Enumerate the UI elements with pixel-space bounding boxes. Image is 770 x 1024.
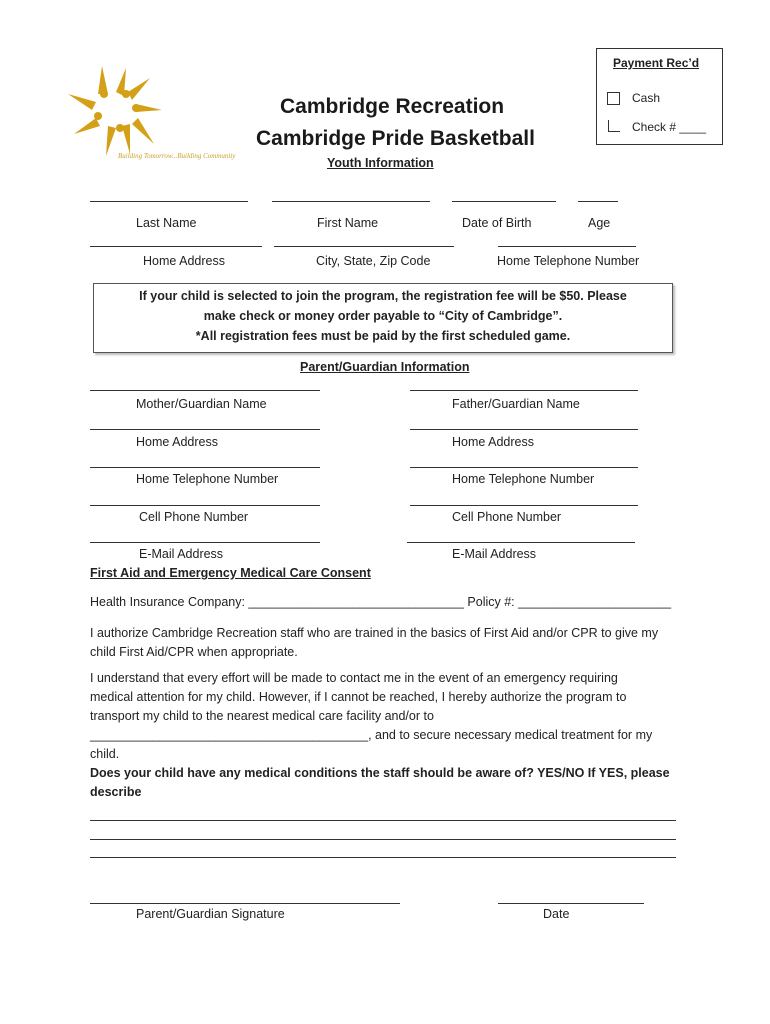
last-name-field[interactable] [90, 201, 248, 202]
understand-line2: medical attention for my child. However, if I cannot be reached, I hereby authorize the program to [90, 690, 627, 704]
page-title: Cambridge Recreation [280, 95, 505, 118]
city-state-zip-label: City, State, Zip Code [316, 254, 431, 268]
mother-cell-label: Cell Phone Number [139, 510, 249, 524]
age-label: Age [588, 216, 611, 230]
logo [64, 64, 234, 169]
age-field[interactable] [578, 201, 618, 202]
father-name-field[interactable] [410, 390, 638, 391]
city-state-zip-field[interactable] [274, 246, 454, 247]
signature-field[interactable] [90, 903, 400, 904]
home-phone-field[interactable] [498, 246, 636, 247]
mother-phone-field[interactable] [90, 467, 320, 468]
payment-title: Payment Rec’d [613, 56, 700, 70]
mother-email-label: E-Mail Address [139, 547, 224, 561]
father-cell-label: Cell Phone Number [452, 510, 562, 524]
dob-label: Date of Birth [462, 216, 532, 230]
father-cell-field[interactable] [410, 505, 638, 506]
father-address-label: Home Address [452, 435, 534, 449]
date-field[interactable] [498, 903, 644, 904]
cash-label: Cash [632, 91, 661, 105]
first-name-field[interactable] [272, 201, 430, 202]
father-email-field[interactable] [407, 542, 635, 543]
describe-line-1[interactable] [90, 820, 676, 821]
signature-label: Parent/Guardian Signature [136, 907, 285, 921]
understand-line1: I understand that every effort will be made to contact me in the event of an emergency requiring [90, 671, 618, 685]
check-checkbox[interactable] [608, 120, 620, 132]
describe-line-3[interactable] [90, 857, 676, 858]
home-phone-label: Home Telephone Number [497, 254, 640, 268]
medical-heading: First Aid and Emergency Medical Care Consent [90, 566, 371, 580]
conditions-question: Does your child have any medical conditions the staff should be aware of? YES/NO If YES, please [90, 766, 670, 780]
check-label: Check # ____ [632, 120, 707, 134]
mother-address-label: Home Address [136, 435, 218, 449]
conditions-describe: describe [90, 785, 142, 799]
understand-line4[interactable]: ________________________________________, and to secure necessary medical treatment for my [90, 728, 653, 742]
father-phone-label: Home Telephone Number [452, 472, 595, 486]
mother-phone-label: Home Telephone Number [136, 472, 279, 486]
mother-name-label: Mother/Guardian Name [136, 397, 267, 411]
fee-notice-line1: If your child is selected to join the program, the registration fee will be $50. Please [139, 289, 627, 303]
cash-checkbox[interactable] [607, 92, 620, 105]
page-subtitle: Cambridge Pride Basketball [256, 127, 535, 150]
insurance-line[interactable]: Health Insurance Company: _______________________________ Policy #: ______________________ [90, 595, 672, 609]
understand-line5: child. [90, 747, 120, 761]
youth-heading: Youth Information [327, 156, 434, 170]
mother-email-field[interactable] [90, 542, 320, 543]
parent-heading: Parent/Guardian Information [300, 360, 470, 374]
mother-cell-field[interactable] [90, 505, 320, 506]
logo-tagline: Building Tomorrow...Building Community [118, 152, 236, 160]
authorize-paragraph: I authorize Cambridge Recreation staff who are trained in the basics of First Aid and/or CPR to give my child First Aid/CPR when appropriate. [90, 626, 659, 659]
father-email-label: E-Mail Address [452, 547, 537, 561]
mother-address-field[interactable] [90, 429, 320, 430]
first-name-label: First Name [317, 216, 379, 230]
date-label: Date [543, 907, 570, 921]
last-name-label: Last Name [136, 216, 197, 230]
father-phone-field[interactable] [410, 467, 638, 468]
fee-notice-line3: *All registration fees must be paid by the first scheduled game. [195, 329, 571, 343]
mother-name-field[interactable] [90, 390, 320, 391]
home-address-field[interactable] [90, 246, 262, 247]
sunburst-people-icon [64, 64, 174, 160]
father-name-label: Father/Guardian Name [452, 397, 580, 411]
dob-field[interactable] [452, 201, 556, 202]
home-address-label: Home Address [143, 254, 225, 268]
describe-line-2[interactable] [90, 839, 676, 840]
father-address-field[interactable] [410, 429, 638, 430]
understand-line3: transport my child to the nearest medical care facility and/or to [90, 709, 434, 723]
fee-notice-line2: make check or money order payable to “City of Cambridge”. [203, 309, 563, 323]
